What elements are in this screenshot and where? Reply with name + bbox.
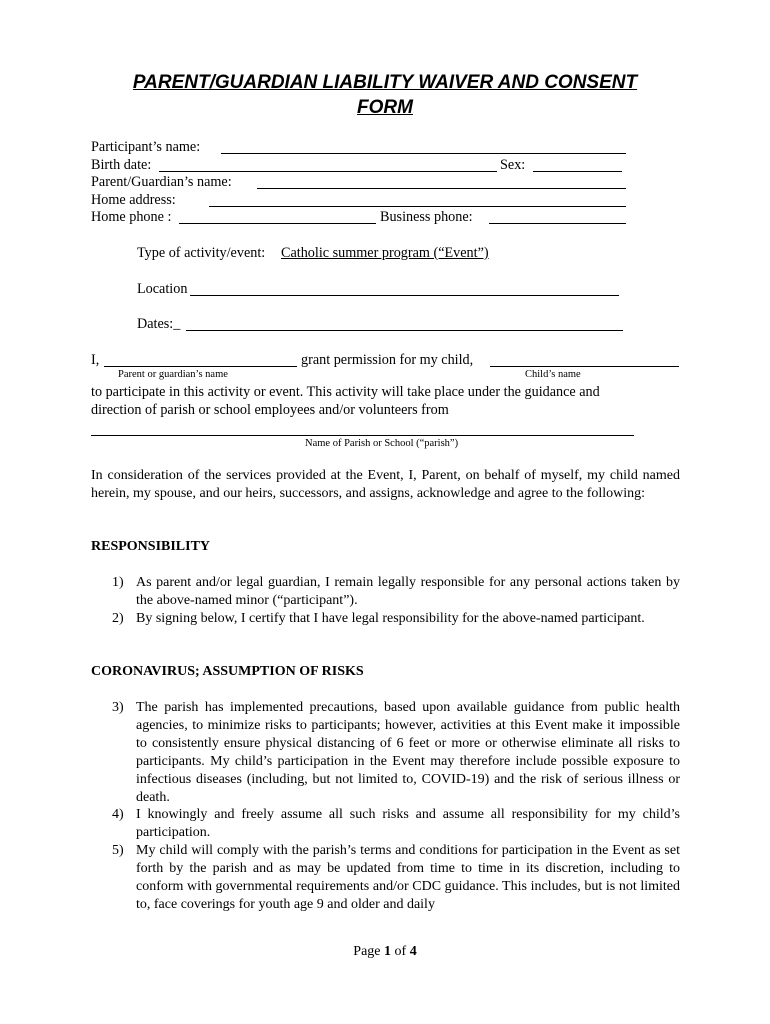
list-item-number: 5) [112,843,124,858]
location-label: Location [137,281,188,297]
birth-date-label: Birth date: [91,157,152,173]
parent-name-caption: Parent or guardian’s name [118,369,228,380]
page-footer [0,944,770,960]
document-title-line-1: PARENT/GUARDIAN LIABILITY WAIVER AND CONSENT [132,72,638,93]
location-line[interactable] [190,295,619,296]
home-address-label: Home address: [91,192,176,208]
parish-name-caption: Name of Parish or School (“parish”) [305,438,459,449]
guardian-name-line[interactable] [257,188,626,189]
dates-line[interactable] [186,330,623,331]
total-pages: 4 [409,944,417,959]
home-address-line[interactable] [209,206,626,207]
list-item-text: The parish has implemented precautions, based upon available guidance from public health agencies, to minimize risks to participants; however, activities at this Event make it impossible to consistently ensure physical distancing of 6 feet or more or otherwise eliminate all risks to participants. My child’s participation in the Event may therefore include possible exposure to infectious diseases (including, but not limited to, COVID-19) and the risk of serious illness or death. [136,700,680,805]
sex-line[interactable] [533,171,622,172]
list-item-number: 2) [112,611,124,626]
guardian-name-label: Parent/Guardian’s name: [91,174,232,190]
responsibility-heading: RESPONSIBILITY [91,539,211,554]
child-name-line[interactable] [490,366,679,367]
list-item-number: 3) [112,700,124,715]
participant-name-label: Participant’s name: [91,139,201,155]
sex-label: Sex: [500,157,526,173]
home-phone-line[interactable] [179,223,376,224]
of-label: of [394,944,407,959]
list-item-number: 1) [112,575,124,590]
page-label: Page [353,944,381,959]
page-number: 1 [384,944,392,959]
dates-label: Dates:_ [137,316,181,332]
list-item-number: 4) [112,807,124,822]
list-item-text: By signing below, I certify that I have legal responsibility for the above-named participant. [136,611,645,626]
participation-text-line-2: direction of parish or school employees and/or volunteers from [91,402,449,418]
list-item-text: I knowingly and freely assume all such risks and assume all responsibility for my child’s participation. [136,807,680,840]
activity-type-value: Catholic summer program (“Event”) [281,245,489,261]
participant-name-line[interactable] [221,153,626,154]
grant-permission-text: grant permission for my child, [301,352,474,368]
parish-name-line[interactable] [91,435,634,436]
list-item-text: My child will comply with the parish’s terms and conditions for participation in the Event as set forth by the parish and as may be updated from time to time in its discretion, including to conform with governmental requirements and/or CDC guidance. This includes, but is not limited to, face coverings for youth age 9 and older and daily [136,843,680,912]
list-item-text: As parent and/or legal guardian, I remain legally responsible for any personal actions taken by the above-named minor (“participant”). [136,575,680,608]
participation-text-line-1: to participate in this activity or event. This activity will take place under the guidance and [91,384,600,400]
activity-type-label: Type of activity/event: [137,245,266,261]
document-title-line-2: FORM [357,97,413,118]
coronavirus-heading: CORONAVIRUS; ASSUMPTION OF RISKS [91,664,364,679]
business-phone-label: Business phone: [380,209,473,225]
child-name-caption: Child’s name [525,369,581,380]
business-phone-line[interactable] [489,223,626,224]
parent-name-line[interactable] [104,366,297,367]
consideration-paragraph: In consideration of the services provided at the Event, I, Parent, on behalf of myself, my child named herein, my spouse, and our heirs, successors, and assigns, acknowledge and agree to the following: [91,468,680,501]
home-phone-label: Home phone : [91,209,172,225]
birth-date-line[interactable] [159,171,497,172]
permission-i-label: I, [91,352,100,368]
